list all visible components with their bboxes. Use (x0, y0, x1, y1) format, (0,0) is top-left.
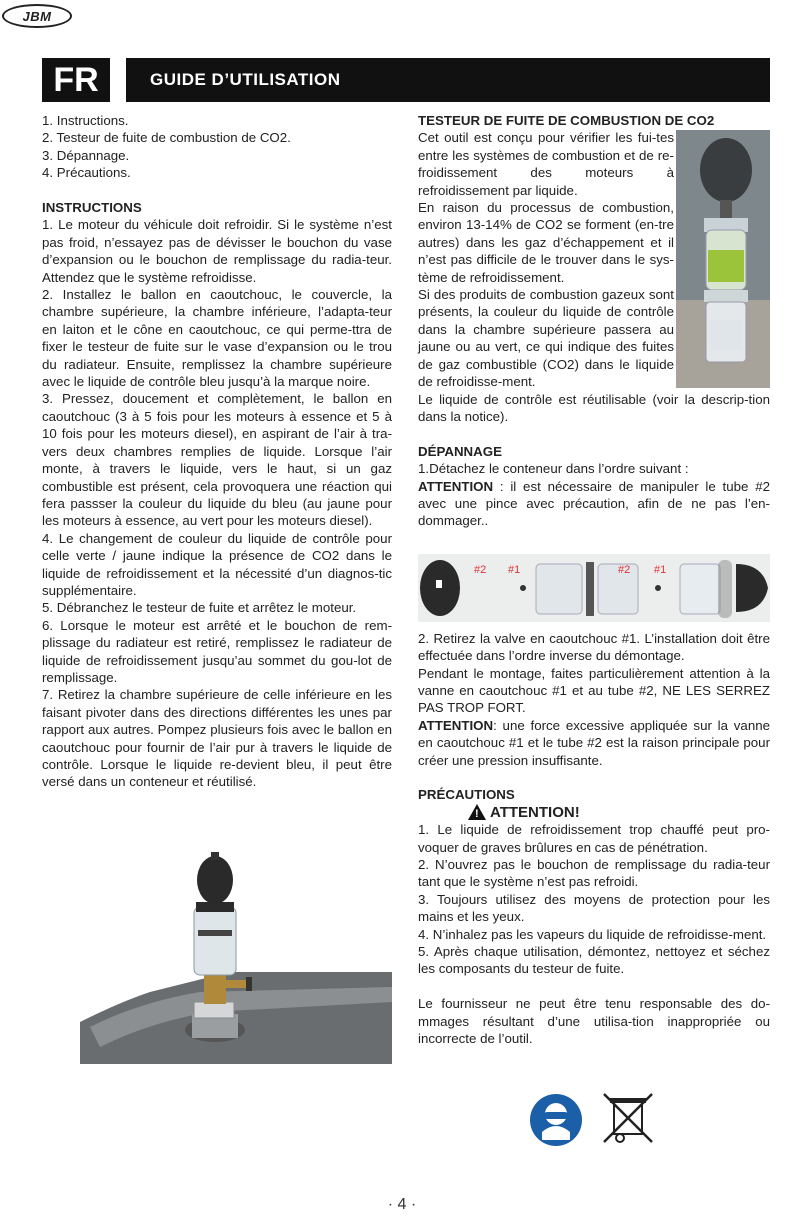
eye-protection-icon (530, 1094, 582, 1146)
troubleshooting-attention: ATTENTION: une force excessive appliquée sur la vanne en caoutchouc #1 et le tube #2 est la raison principale pour créer une pression insuffisante. (418, 717, 770, 768)
troubleshooting-step: 1.Détachez le conteneur dans l’ordre suivant : (418, 461, 689, 477)
instruction-step: 2. Installez le ballon en caoutchouc, le couvercle, la chambre supérieure, la chambre inférieure, l’adapta-teur en laiton et le cône en caoutchouc, ce qui perme-ttra de fixer le testeur de fuite sur le vase d’expansion ou le trou du radiateur. Ensuite, remplissez la chambre supérieure avec le liquide de contrôle bleu jusqu’à la marque noire. (42, 287, 392, 390)
part-label: #1 (654, 564, 667, 576)
instruction-step: 7. Retirez la chambre supérieure de celle inférieure en les faisant pivoter dans des directions différentes les unes par rapport aux autres. Pompez plusieurs fois avec le ballon en caoutchouc pour fournir de l’air pur à travers le liquide de contrôle. Lorsque le liquide re-devient bleu, il peut être versé dans un conteneur et réutilisé. (42, 687, 392, 790)
troubleshooting-heading: DÉPANNAGE (418, 443, 502, 459)
instruction-step: 3. Pressez, doucement et complètement, le ballon en caoutchouc (3 à 5 fois pour les moteurs à essence et 5 à 10 fois pour les moteurs diesel), en aspirant de l’air à tra-vers deux chambres remplies de liquide. Lorsque l’air monte, à travers le liquide, vers le haut, si un gaz combustible est présent, cela provoquera une réaction qui fera passser la couleur du liquide du bleu (au jaune pour les moteurs à essence, au vert pour les moteurs diesel). (42, 391, 392, 529)
tester-paragraph: En raison du processus de combustion, environ 13-14% de CO2 se forment (en-tre autres) dans les gaz d’échappement et il n’est pas difficile de le trouver dans le sys-tème de refroidissement. (418, 200, 674, 285)
troubleshooting-step: 2. Retirez la valve en caoutchouc #1. L’installation doit être effectuée dans l’ordre inverse du démontage. (418, 630, 770, 664)
tester-paragraph: Cet outil est conçu pour vérifier les fui-tes entre les systèmes de combustion et de re-froidissement des moteurs à refroidissement par liquide. (418, 130, 674, 198)
precaution-item: 4. N’inhalez pas les vapeurs du liquide de refroidisse-ment. (418, 926, 767, 942)
tester-photo (676, 130, 770, 388)
page-title: GUIDE D’UTILISATION (126, 58, 770, 102)
disassembled-parts-image (418, 554, 770, 622)
instructions-heading: INSTRUCTIONS (42, 200, 142, 216)
tester-paragraph: Si des produits de combustion gazeux sont présents, la couleur du liquide de contrôle dans la chambre supérieure passera au jaune ou au vert, ce qui indique des fuites de gaz combustible (CO2) dans le liquide de refroidisse-ment. (418, 287, 674, 390)
precaution-item: 3. Toujours utilisez des moyens de protection pour les mains et les yeux. (418, 891, 770, 925)
left-column (42, 112, 392, 791)
page-number: · 4 · (387, 1196, 417, 1213)
instruction-step: 5. Débranchez le testeur de fuite et arrêtez le moteur. (42, 600, 357, 616)
toc-item: 2. Testeur de fuite de combustion de CO2. (42, 130, 291, 146)
tester-paragraph: Le liquide de contrôle est réutilisable (voir la descrip-tion dans la notice). (418, 391, 770, 424)
weee-bin-icon (598, 1090, 658, 1146)
precaution-item: 1. Le liquide de refroidissement trop chauffé peut pro-voquer de graves brûlures en cas de pénétration. (418, 822, 770, 855)
tester-installed-image (80, 852, 392, 1064)
troubleshooting-step: Pendant le montage, faites particulièrement attention à la vanne en caoutchouc #1 et au tube #2, NE LES SERREZ PAS TROP FORT. (418, 665, 770, 716)
warning-icon (468, 804, 486, 820)
part-label: #1 (508, 564, 521, 576)
toc-item: 4. Précautions. (42, 165, 131, 181)
instruction-step: 1. Le moteur du véhicule doit refroidir. Si le système n’est pas froid, n’essayez pas de dévisser le bouchon du vase d’expansion ou le bouchon de remplissage du radia-teur. Attendez que le système refroidisse. (42, 217, 392, 285)
precaution-item: 5. Après chaque utilisation, démontez, nettoyez et séchez les composants du testeur de fuite. (418, 944, 770, 977)
tester-heading: TESTEUR DE FUITE DE COMBUSTION DE CO2 (418, 113, 715, 128)
part-label: #2 (474, 564, 487, 576)
instruction-step: 4. Le changement de couleur du liquide de contrôle pour celle verte / jaune indique la présence de CO2 dans le liquide de refroidissement et la nécessité d’un diagnos-tic supplémentaire. (42, 530, 392, 598)
attention-warning: ! ATTENTION! (418, 804, 770, 821)
precautions-heading: PRÉCAUTIONS (418, 787, 515, 803)
troubleshooting-attention: ATTENTION : il est nécessaire de manipuler le tube #2 avec une pince avec précaution, afin de ne pas l’en-dommager.. (418, 478, 770, 529)
toc-item: 1. Instructions. (42, 113, 129, 128)
language-label: FR (42, 58, 110, 102)
instruction-step: 6. Lorsque le moteur est arrêté et le bouchon de rem-plissage du radiateur est retiré, remplissez le radiateur de liquide de refroidissement jusqu’au sommet du gou-lot de remplissage. (42, 617, 392, 685)
disclaimer: Le fournisseur ne peut être tenu responsable des do-mmages résultant d’une utilisa-tion inappropriée ou incorrecte de l’outil. (418, 996, 770, 1047)
precaution-item: 2. N’ouvrez pas le bouchon de remplissage du radia-teur tant que le système n’est pas refroidi. (418, 857, 770, 890)
part-label: #2 (618, 564, 631, 576)
toc-item: 3. Dépannage. (42, 147, 130, 163)
brand-logo: JBM (2, 4, 72, 28)
